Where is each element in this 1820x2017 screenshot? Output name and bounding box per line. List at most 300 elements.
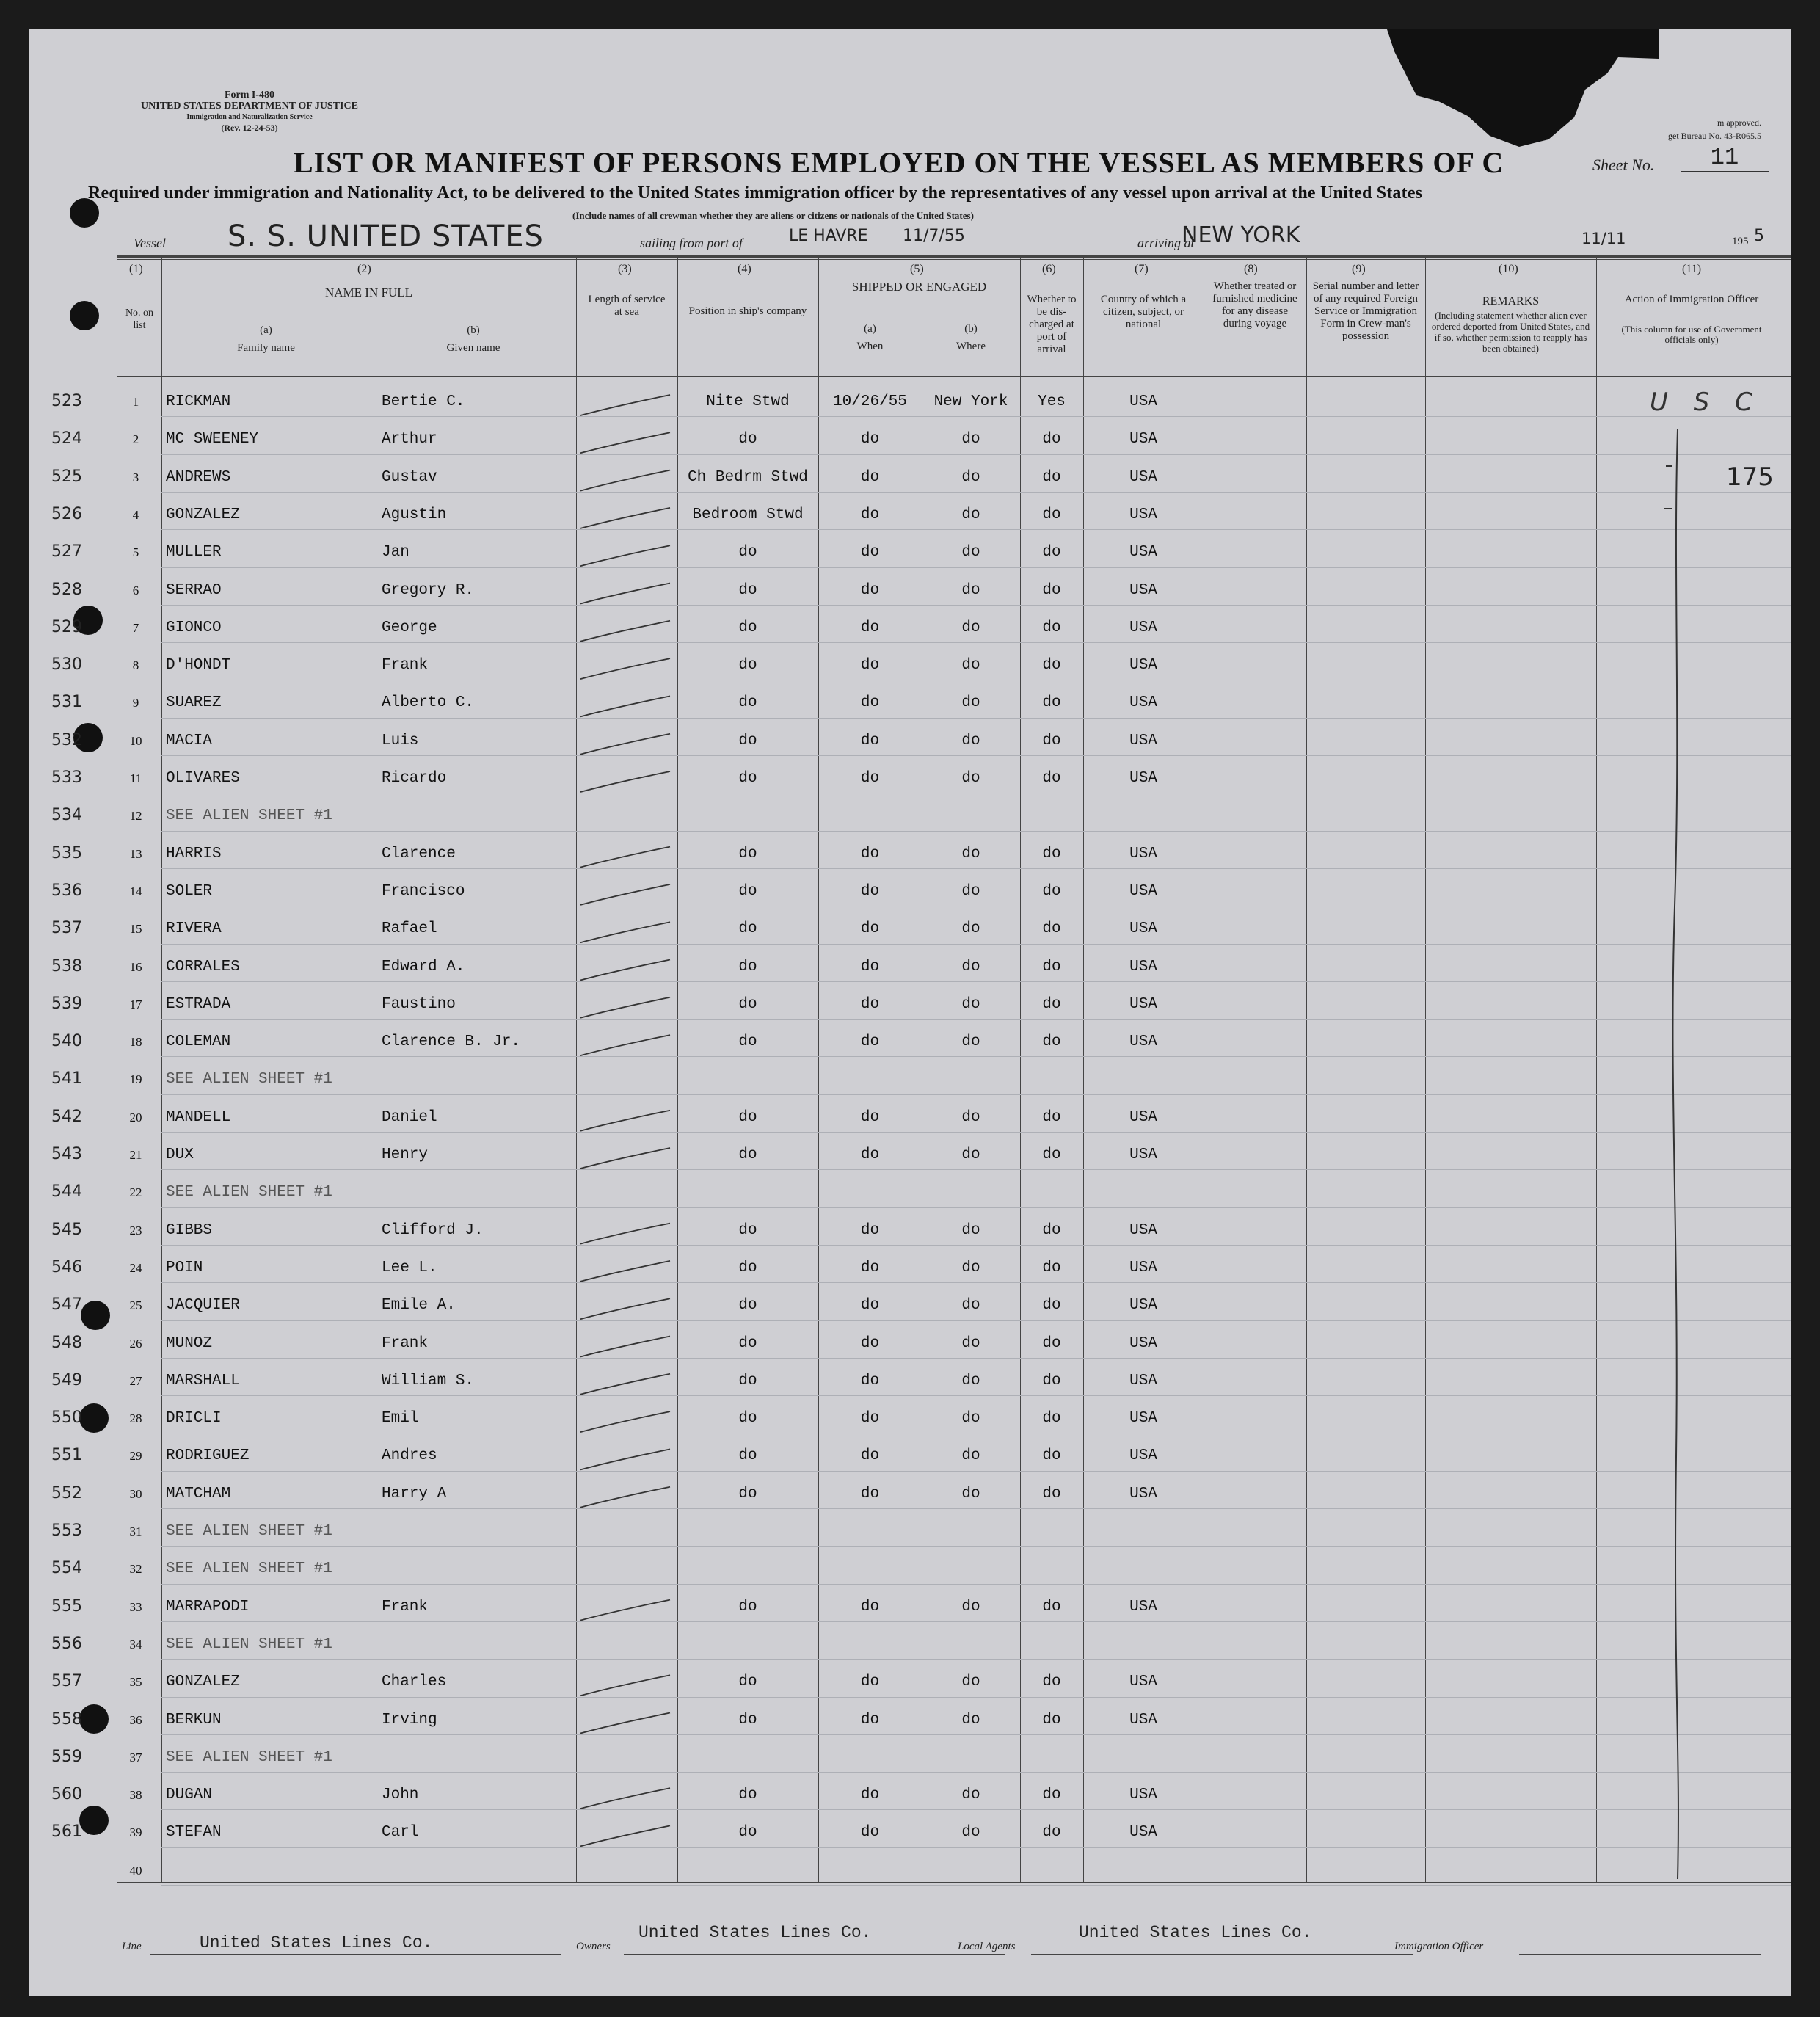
cell-no: 10 [129,733,142,748]
cell-no: 7 [132,620,139,635]
cell-no: 19 [129,1072,142,1087]
cell-where: do [961,1673,980,1691]
cell-family: SEE ALIEN SHEET #1 [166,1635,332,1653]
cell-when: do [860,1787,880,1804]
cell-no: 12 [129,809,142,824]
cell-family: RICKMAN [166,393,231,410]
manifest-subtitle: Required under immigration and Nationality Act, to be delivered to the United States immigration officer by the representatives of any vessel upon arrival at the United States [88,183,1423,203]
cell-disch: do [1042,619,1061,636]
header-serial-number: Serial number and letter of any required Foreign Service or Immigration Form in Crew-man's possession [1312,280,1419,342]
cell-family: DRICLI [166,1410,222,1428]
header-country: Country of which a citizen, subject, or national [1100,294,1187,330]
cell-where: do [961,1824,980,1842]
cell-when: do [860,1410,880,1428]
table-row [51,1285,1820,1323]
cell-when: do [860,770,880,787]
cell-country: USA [1129,732,1157,749]
arrival-port: NEW YORK [1182,222,1300,248]
cell-disch: do [1042,1447,1061,1465]
cell-country: USA [1129,657,1157,675]
table-row [51,1700,1820,1738]
cell-disch: do [1042,770,1061,787]
cell-country: USA [1129,393,1157,410]
cell-country: USA [1129,1598,1157,1616]
cell-given: Jan [382,544,410,562]
cell-no: 18 [129,1035,142,1050]
header-position: Position in ship's company [688,305,807,317]
cell-country: USA [1129,1447,1157,1465]
cell-no: 38 [129,1788,142,1803]
cell-disch: do [1042,920,1061,938]
table-row [51,570,1820,608]
cell-family: GONZALEZ [166,1673,240,1691]
cell-when: do [860,995,880,1013]
cell-family: SEE ALIEN SHEET #1 [166,807,332,825]
cell-when: do [860,1259,880,1276]
cell-country: USA [1129,1297,1157,1315]
col-9-number: (9) [1352,263,1366,275]
cell-where: do [961,506,980,523]
cell-disch: do [1042,1221,1061,1239]
cell-when: do [860,732,880,749]
vessel-name: S. S. UNITED STATES [228,219,544,253]
immigration-officer-label: Immigration Officer [1394,1941,1484,1952]
table-row [51,1662,1820,1700]
cell-family: COLEMAN [166,1033,231,1051]
cell-family: GIBBS [166,1221,213,1239]
table-row [51,1587,1820,1625]
cell-no: 31 [129,1524,142,1538]
cell-seq: 548 [51,1333,82,1352]
cell-disch: do [1042,431,1061,448]
cell-when: do [860,1297,880,1315]
cell-position: do [738,995,757,1013]
sailing-date: 11/7/55 [903,227,965,245]
cell-given: Ricardo [382,770,447,787]
table-row [59,1850,1820,1889]
cell-no: 28 [129,1411,142,1426]
service: Immigration and Naturalization Service [186,113,313,121]
cell-no: 3 [132,470,139,484]
table-row [51,1059,1820,1097]
cell-disch: do [1042,506,1061,523]
cell-family: MACIA [166,732,213,749]
cell-given: George [382,619,437,636]
arriving-label: arriving at [1138,236,1195,250]
cell-family: SEE ALIEN SHEET #1 [166,1184,332,1202]
cell-where: do [961,1146,980,1163]
cell-given: Clarence [382,845,456,862]
cell-where: do [961,770,980,787]
cell-no: 1 [132,395,139,409]
cell-family: SUAREZ [166,694,222,712]
cell-disch: do [1042,1297,1061,1315]
cell-no: 25 [129,1298,142,1313]
cell-no: 24 [129,1260,142,1275]
cell-seq: 544 [51,1182,82,1202]
cell-when: do [860,506,880,523]
cell-when: do [860,1711,880,1729]
cell-no: 2 [132,432,139,447]
cell-when: do [860,1334,880,1352]
cell-given: Emil [382,1410,419,1428]
cell-family: SEE ALIEN SHEET #1 [166,1523,332,1540]
table-row [51,608,1820,646]
cell-given: John [382,1787,419,1804]
cell-family: MUNOZ [166,1334,213,1352]
cell-no: 11 [129,771,142,785]
cell-where: do [961,657,980,675]
header-a: (a) [260,324,272,336]
table-row [51,1361,1820,1399]
cell-family: CORRALES [166,958,240,975]
cell-where: do [961,544,980,562]
cell-seq: 559 [51,1747,82,1766]
cell-country: USA [1129,995,1157,1013]
cell-where: do [961,958,980,975]
cell-where: do [961,882,980,900]
table-row [51,457,1820,495]
cell-family: SEE ALIEN SHEET #1 [166,1560,332,1578]
cell-family: MC SWEENEY [166,431,259,448]
cell-when: do [860,1033,880,1051]
table-row [51,1436,1820,1474]
col-8-number: (8) [1244,263,1258,275]
table-row [51,984,1820,1022]
cell-disch: do [1042,1033,1061,1051]
cell-disch: do [1042,544,1061,562]
cell-position: do [738,1033,757,1051]
header-b: (b) [467,324,480,336]
cell-no: 13 [129,846,142,861]
year-suffix: 5 [1754,227,1764,245]
cell-family: STEFAN [166,1824,222,1842]
cell-no: 9 [132,696,139,711]
cell-family: SEE ALIEN SHEET #1 [166,1071,332,1089]
cell-given: Arthur [382,431,437,448]
cell-given: Gustav [382,468,437,486]
cell-disch: do [1042,1334,1061,1352]
cell-disch: do [1042,958,1061,975]
cell-country: USA [1129,468,1157,486]
action-column-bracket [1644,429,1703,1883]
cell-position: do [738,544,757,562]
cell-when: do [860,882,880,900]
cell-seq: 535 [51,843,82,862]
cell-when: do [860,1824,880,1842]
cell-country: USA [1129,920,1157,938]
table-row [51,645,1820,683]
col-10-number: (10) [1499,263,1518,275]
cell-seq: 556 [51,1634,82,1653]
table-row [51,1248,1820,1286]
cell-seq: 534 [51,806,82,825]
cell-disch: do [1042,1146,1061,1163]
revision: (Rev. 12-24-53) [221,123,278,133]
cell-disch: do [1042,845,1061,862]
cell-country: USA [1129,1146,1157,1163]
cell-seq: 526 [51,504,82,523]
cell-disch: do [1042,1787,1061,1804]
cell-position: do [738,958,757,975]
cell-when: do [860,920,880,938]
usc-annotation: U S C [1650,388,1761,417]
cell-no: 21 [129,1148,142,1162]
cell-disch: do [1042,882,1061,900]
year-prefix: 195 [1732,236,1749,247]
cell-no: 20 [129,1110,142,1124]
cell-no: 23 [129,1223,142,1238]
cell-position: do [738,770,757,787]
cell-when: 10/26/55 [833,393,907,410]
budget-approval [1534,116,1761,142]
header-when-a: (a) [864,323,876,335]
table-row [51,796,1820,834]
cell-family: OLIVARES [166,770,240,787]
header-when: When [856,341,884,352]
cell-given: Henry [382,1146,429,1163]
cell-country: USA [1129,1334,1157,1352]
cell-position: do [738,619,757,636]
cell-no: 4 [132,507,139,522]
cell-position: Bedroom Stwd [692,506,804,523]
budget-number: get Bureau No. 43-R065.5 [1668,131,1761,141]
table-row [51,1775,1820,1813]
cell-disch: do [1042,1598,1061,1616]
cell-given: Clifford J. [382,1221,484,1239]
cell-where: do [961,581,980,599]
cell-where: do [961,694,980,712]
cell-when: do [860,1673,880,1691]
cell-no: 26 [129,1336,142,1351]
cell-seq: 543 [51,1145,82,1163]
header-remarks: REMARKS [1482,295,1540,308]
cell-family: RODRIGUEZ [166,1447,250,1465]
cell-family: HARRIS [166,845,222,862]
cell-country: USA [1129,1259,1157,1276]
cell-when: do [860,657,880,675]
cell-country: USA [1129,1711,1157,1729]
table-row [51,1135,1820,1173]
cell-family: JACQUIER [166,1297,240,1315]
table-row [51,1474,1820,1512]
table-row [51,947,1820,985]
col-11-number: (11) [1682,263,1702,275]
table-row [51,1210,1820,1249]
cell-where: do [961,1485,980,1502]
cell-family: BERKUN [166,1711,222,1729]
cell-given: Charles [382,1673,447,1691]
cell-no: 34 [129,1637,142,1651]
crew-table [51,242,1820,1916]
cell-where: do [961,1221,980,1239]
table-row [51,1323,1820,1362]
cell-given: Francisco [382,882,465,900]
cell-given: Alberto C. [382,694,475,712]
cell-no: 14 [129,884,142,898]
col-4-number: (4) [738,263,751,275]
cell-given: Luis [382,732,419,749]
cell-disch: do [1042,694,1061,712]
cell-when: do [860,619,880,636]
footer [88,1916,1761,1960]
cell-country: USA [1129,882,1157,900]
cell-seq: 555 [51,1596,82,1616]
cell-disch: Yes [1038,393,1066,410]
count-annotation: 175 [1726,462,1774,492]
cell-position: do [738,1824,757,1842]
cell-given: Daniel [382,1108,437,1126]
cell-family: MARRAPODI [166,1598,250,1616]
table-row [51,683,1820,721]
cell-disch: do [1042,1673,1061,1691]
table-row [51,532,1820,570]
cell-where: do [961,995,980,1013]
cell-where: do [961,920,980,938]
cell-position: Ch Bedrm Stwd [688,468,808,486]
cell-family: MANDELL [166,1108,231,1126]
cell-seq: 546 [51,1257,82,1276]
manifest-title: LIST OR MANIFEST OF PERSONS EMPLOYED ON THE VESSEL AS MEMBERS OF C [294,146,1504,179]
header-name-in-full: NAME IN FULL [325,286,412,299]
cell-where: do [961,431,980,448]
cell-seq: 560 [51,1785,82,1804]
cell-where: do [961,1598,980,1616]
cell-country: USA [1129,619,1157,636]
cell-given: Frank [382,1334,429,1352]
cell-country: USA [1129,431,1157,448]
cell-position: do [738,1485,757,1502]
cell-seq: 542 [51,1107,82,1126]
cell-country: USA [1129,1824,1157,1842]
table-row [51,1737,1820,1776]
cell-seq: 540 [51,1032,82,1051]
cell-position: do [738,845,757,862]
line-company: United States Lines Co. [200,1933,433,1952]
cell-where: do [961,1787,980,1804]
cell-seq: 532 [51,730,82,749]
header-where-b: (b) [964,323,978,335]
cell-position: do [738,1372,757,1389]
cell-position: Nite Stwd [706,393,790,410]
cell-family: DUX [166,1146,194,1163]
header-shipped-or-engaged: SHIPPED OR ENGAGED [851,280,987,294]
table-row [51,909,1820,947]
sheet-number: 11 [1681,144,1769,172]
table-row [51,721,1820,759]
cell-no: 16 [129,959,142,974]
cell-family: SEE ALIEN SHEET #1 [166,1748,332,1766]
cell-when: do [860,1221,880,1239]
cell-given: Lee L. [382,1259,437,1276]
header-action-note: (This column for use of Government officials only) [1621,324,1762,345]
cell-no: 5 [132,545,139,560]
cell-seq: 550 [51,1409,82,1428]
cell-disch: do [1042,1108,1061,1126]
cell-no: 33 [129,1599,142,1614]
cell-disch: do [1042,468,1061,486]
cell-where: do [961,1297,980,1315]
cell-no: 37 [129,1750,142,1765]
cell-no: 29 [129,1449,142,1464]
cell-country: USA [1129,1673,1157,1691]
cell-when: do [860,694,880,712]
cell-given: Frank [382,1598,429,1616]
cell-no: 30 [129,1486,142,1501]
cell-family: ESTRADA [166,995,231,1013]
approval-text: m approved. [1717,117,1761,128]
header-discharged: Whether to be dis-charged at port of arrival [1027,294,1077,355]
cell-where: do [961,1372,980,1389]
table-row [51,1097,1820,1135]
cell-disch: do [1042,1372,1061,1389]
table-row [51,1511,1820,1549]
table-row [51,834,1820,872]
header-no-on-list: No. on list [125,308,154,331]
header-action: Action of Immigration Officer [1624,294,1759,305]
cell-family: POIN [166,1259,203,1276]
cell-given: Rafael [382,920,437,938]
table-row [51,419,1820,457]
cell-country: USA [1129,544,1157,562]
cell-position: do [738,1787,757,1804]
cell-position: do [738,1334,757,1352]
cell-seq: 529 [51,617,82,636]
cell-no: 40 [129,1863,142,1878]
cell-seq: 539 [51,994,82,1013]
manifest-sheet [29,29,1791,1996]
vessel-label: Vessel [134,236,166,250]
cell-where: do [961,1447,980,1465]
cell-position: do [738,1108,757,1126]
cell-when: do [860,581,880,599]
cell-where: do [961,1711,980,1729]
cell-seq: 561 [51,1822,82,1842]
cell-position: do [738,1673,757,1691]
cell-when: do [860,1372,880,1389]
cell-when: do [860,1598,880,1616]
cell-family: MATCHAM [166,1485,231,1502]
cell-seq: 531 [51,693,82,712]
cell-seq: 557 [51,1672,82,1691]
table-row [51,495,1820,533]
cell-seq: 530 [51,655,82,675]
header-treated: Whether treated or furnished medicine for any disease during voyage [1212,280,1297,330]
cell-where: do [961,845,980,862]
header-length-of-service: Length of service at sea [588,294,666,318]
cell-seq: 537 [51,919,82,938]
table-row [51,1172,1820,1210]
cell-seq: 527 [51,542,82,562]
cell-seq: 533 [51,768,82,787]
col-7-number: (7) [1135,263,1149,275]
cell-seq: 551 [51,1446,82,1465]
cell-no: 27 [129,1373,142,1388]
cell-given: Bertie C. [382,393,465,410]
cell-disch: do [1042,581,1061,599]
cell-country: USA [1129,770,1157,787]
cell-position: do [738,1221,757,1239]
cell-seq: 525 [51,467,82,486]
table-row [51,758,1820,796]
header-given-name: Given name [446,342,500,354]
cell-country: USA [1129,694,1157,712]
cell-no: 8 [132,658,139,673]
cell-country: USA [1129,1372,1157,1389]
cell-seq: 524 [51,429,82,448]
cell-given: Emile A. [382,1297,456,1315]
table-row [51,1549,1820,1587]
